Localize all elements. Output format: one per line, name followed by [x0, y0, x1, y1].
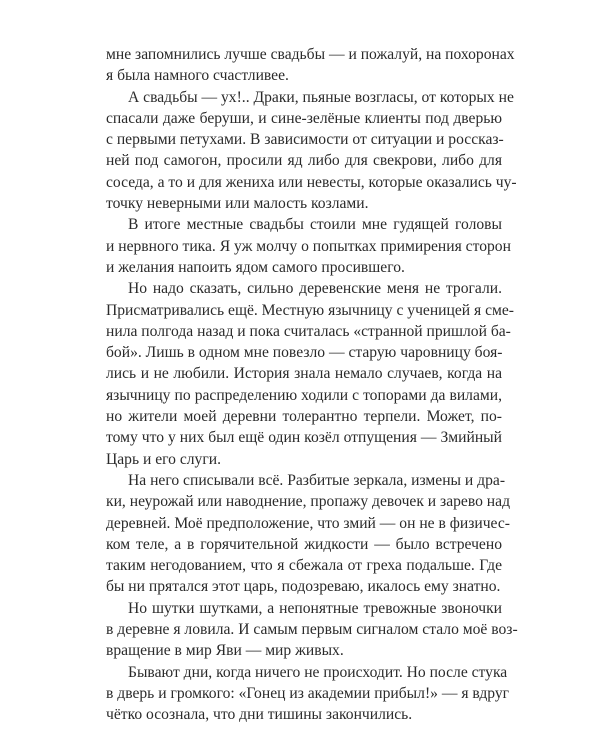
text-line: я была намного счастливее. — [106, 67, 289, 85]
paragraph — [106, 598, 518, 662]
page-text — [106, 44, 518, 726]
text-line: с первыми петухами. В зависимости от ситуации и россказ- — [106, 131, 504, 149]
paragraph — [106, 278, 515, 470]
text-line: деревней. Моё предположение, что змий — он не в физичес- — [106, 514, 510, 532]
paragraph — [106, 44, 515, 87]
paragraph — [106, 214, 511, 278]
text-line: таким негодованием, что я сбежала от греха подальше. Где — [106, 557, 502, 575]
text-line: На него списывали всё. Разбитые зеркала, измены и дра- — [128, 471, 506, 489]
text-line: ком теле, а в горячительной жидкости — было встречено — [106, 535, 502, 553]
text-line: Но надо сказать, сильно деревенские меня не трогали. — [128, 280, 502, 298]
text-line: Но шутки шутками, а непонятные тревожные звоночки — [128, 599, 502, 617]
text-line: А свадьбы — ух!.. Драки, пьяные возгласы, от которых не — [128, 88, 514, 106]
text-line: Присматривались ещё. Местную язычницу с ученицей я сме- — [106, 301, 515, 319]
text-line: ки, неурожай или наводнение, пропажу девочек и зарево над — [106, 493, 510, 511]
text-line: В итоге местные свадьбы стоили мне гудящей головы — [128, 216, 502, 234]
text-line: спасали даже беруши, и сине-зелёные клиенты под дверью — [106, 109, 502, 127]
text-line: Царь и его слуги. — [106, 450, 221, 468]
text-line: язычницу по распределению ходили с топорами да вилами, — [106, 386, 502, 404]
paragraph — [106, 470, 510, 598]
text-line: соседа, а то и для жениха или невесты, которые оказались чу- — [106, 173, 517, 191]
text-line: и нервного тика. Я уж молчу о попытках примирения сторон — [106, 237, 511, 255]
text-line: в дверь и громкого: «Гонец из академии прибыл!» — я вдруг — [106, 684, 510, 702]
text-line: и желания напоить ядом самого просившего. — [106, 258, 405, 276]
text-line: точку неверными или малость козлами. — [106, 195, 369, 213]
text-line: ней под самогон, просили яд либо для свекрови, либо для — [106, 152, 502, 170]
paragraph — [106, 662, 510, 726]
text-line: тому что у них был ещё один козёл отпущения — Змийный — [106, 429, 502, 447]
text-line: мне запомнились лучше свадьбы — и пожалуй, на похоронах — [106, 46, 515, 63]
text-line: бой». Лишь в одном мне повезло — старую чаровницу боя- — [106, 344, 503, 362]
text-line: но жители моей деревни толерантно терпели. Может, по- — [106, 408, 502, 426]
text-line: вращение в мир Яви — мир живых. — [106, 642, 344, 660]
text-line: нила полгода назад и пока считалась «странной пришлой ба- — [106, 322, 511, 340]
text-line: лись и не любили. История знала немало случаев, когда на — [106, 365, 502, 383]
paragraph — [106, 87, 517, 215]
text-line: в деревне я ловила. И самым первым сигналом стало моё воз- — [106, 621, 518, 639]
text-line: Бывают дни, когда ничего не происходит. Но после стука — [128, 663, 508, 681]
text-line: чётко осознала, что дни тишины закончились. — [106, 706, 413, 724]
text-line: бы ни прятался этот царь, подозреваю, икалось ему знатно. — [106, 578, 501, 596]
